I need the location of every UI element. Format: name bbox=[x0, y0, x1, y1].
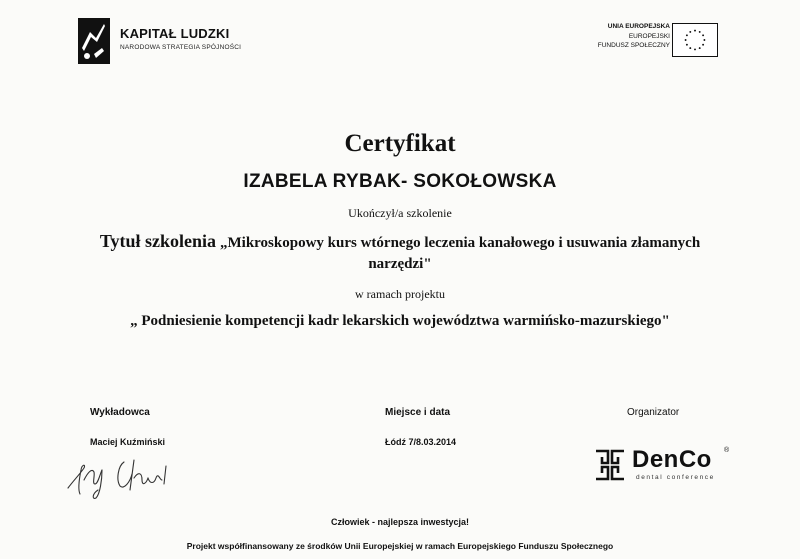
lecturer-name: Maciej Kuźmiński bbox=[90, 437, 166, 447]
registered-mark: ® bbox=[724, 447, 730, 454]
certificate-title: Certyfikat bbox=[344, 130, 456, 157]
project-intro: w ramach projektu bbox=[355, 287, 445, 301]
eu-subtitle-line: FUNDUSZ SPOŁECZNY bbox=[597, 42, 670, 49]
organizer-name: DenCo bbox=[632, 446, 712, 473]
kapital-ludzki-logo bbox=[78, 18, 110, 64]
funding-note: Projekt współfinansowany ze środków Unii Europejskiej w ramach Europejskiego Funduszu Społecznego bbox=[186, 541, 614, 551]
eu-title: UNIA EUROPEJSKA bbox=[607, 23, 670, 30]
organizer-label: Organizator bbox=[627, 407, 680, 418]
training-title-continued: narzędzi" bbox=[368, 256, 432, 272]
training-title: „Mikroskopowy kurs wtórnego leczenia kanałowego i usuwania złamanych bbox=[220, 235, 701, 251]
eu-logo-block bbox=[582, 23, 722, 59]
slogan: Człowiek - najlepsza inwestycja! bbox=[330, 517, 470, 527]
completed-text: Ukończył/a szkolenie bbox=[348, 206, 452, 220]
signature-image bbox=[62, 450, 212, 500]
project-name: „ Podniesienie kompetencji kadr lekarskich województwa warmińsko-mazurskiego" bbox=[130, 313, 670, 329]
eu-subtitle-line: EUROPEJSKI bbox=[628, 33, 670, 40]
eu-flag-icon bbox=[672, 23, 718, 57]
training-label: Tytuł szkolenia bbox=[99, 231, 216, 251]
kapital-ludzki-subtitle: NARODOWA STRATEGIA SPÓJNOŚCI bbox=[120, 44, 242, 51]
kapital-ludzki-title: KAPITAŁ LUDZKI bbox=[120, 26, 230, 41]
training-title-row bbox=[0, 231, 800, 252]
organizer-subtitle: dental conference bbox=[636, 474, 715, 481]
place-date-value: Łódź 7/8.03.2014 bbox=[385, 437, 457, 447]
lecturer-label: Wykładowca bbox=[90, 407, 150, 418]
recipient-name: IZABELA RYBAK- SOKOŁOWSKA bbox=[243, 171, 557, 192]
denco-logo bbox=[594, 449, 626, 481]
place-date-label: Miejsce i data bbox=[385, 407, 451, 418]
